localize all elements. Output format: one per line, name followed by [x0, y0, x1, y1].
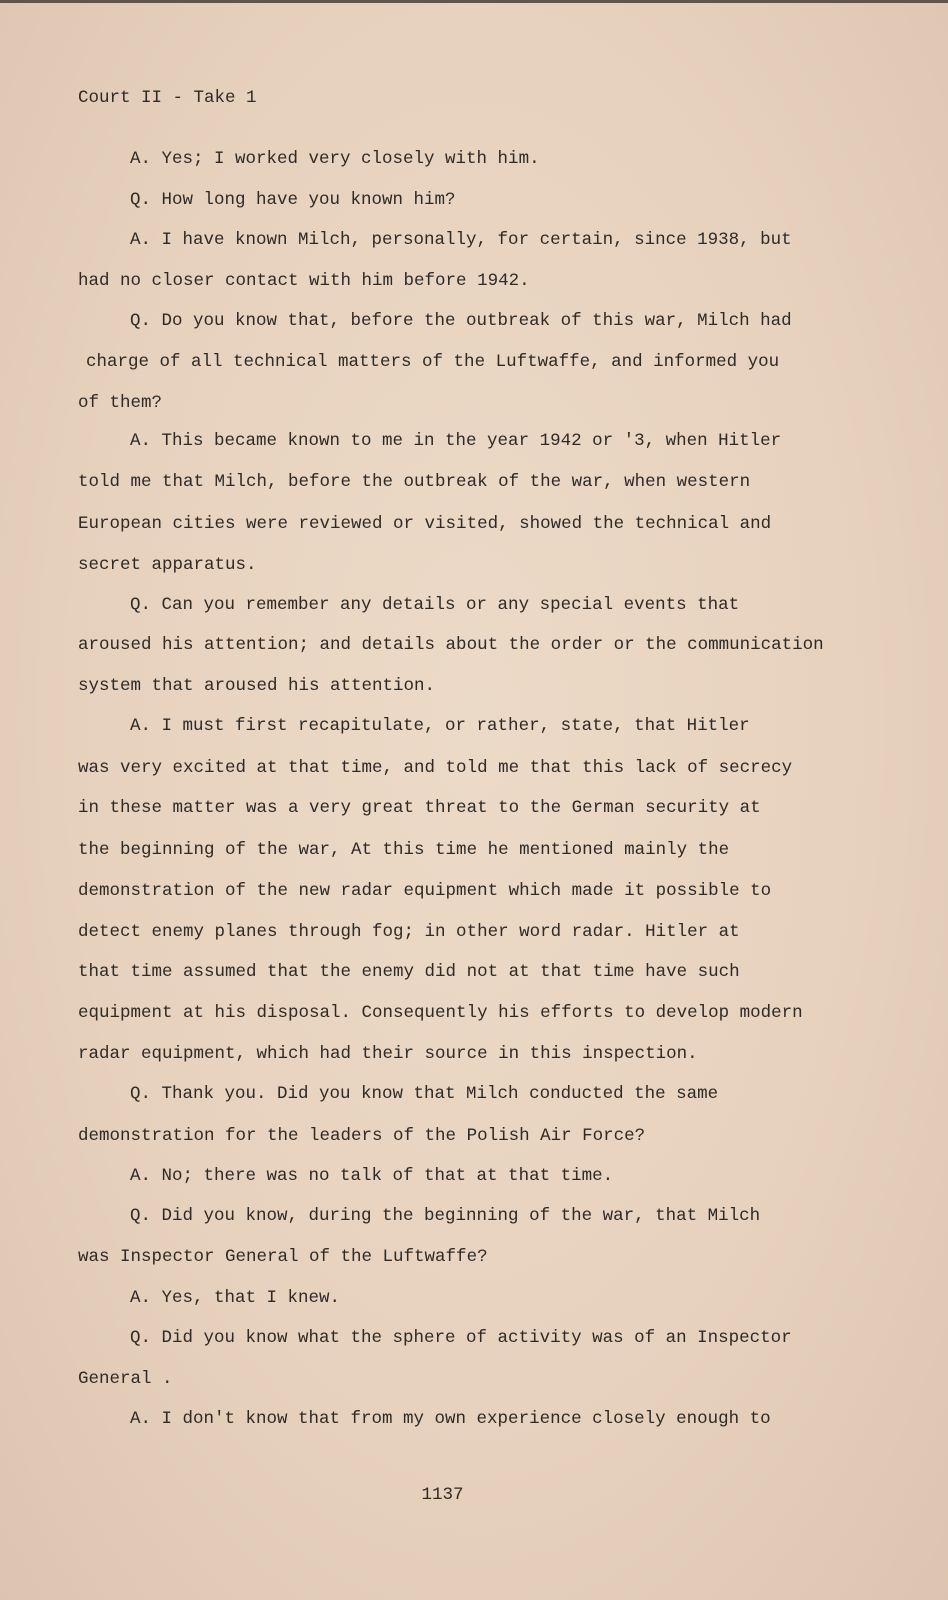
transcript-line: Q. Did you know what the sphere of activity was of an Inspector [130, 1328, 792, 1348]
transcript-line: A. Yes; I worked very closely with him. [130, 149, 540, 169]
transcript-line: was Inspector General of the Luftwaffe? [78, 1247, 488, 1267]
transcript-line: Q. How long have you known him? [130, 190, 456, 210]
transcript-line: A. I must first recapitulate, or rather, state, that Hitler [130, 716, 750, 736]
transcript-line: told me that Milch, before the outbreak of the war, when western [78, 472, 751, 492]
transcript-line: radar equipment, which had their source in this inspection. [78, 1044, 698, 1064]
transcript-line: aroused his attention; and details about the order or the communication [78, 635, 824, 655]
transcript-line: A. This became known to me in the year 1942 or '3, when Hitler [130, 431, 782, 451]
transcript-line: demonstration of the new radar equipment which made it possible to [78, 881, 772, 901]
transcript-line: A. Yes, that I knew. [130, 1288, 341, 1308]
transcript-line: had no closer contact with him before 1942. [78, 271, 530, 291]
transcript-line: the beginning of the war, At this time he mentioned mainly the [78, 840, 730, 860]
transcript-line: A. I have known Milch, personally, for certain, since 1938, but [130, 230, 792, 250]
transcript-line: A. No; there was no talk of that at that time. [130, 1166, 614, 1186]
transcript-line: Q. Can you remember any details or any special events that [130, 595, 740, 615]
page-number: 1137 [421, 1485, 464, 1505]
transcript-line: General . [78, 1369, 173, 1389]
transcript-line: was very excited at that time, and told me that this lack of secrecy [78, 758, 793, 778]
page-header: Court II - Take 1 [78, 88, 257, 108]
transcript-line: that time assumed that the enemy did not at that time have such [78, 962, 740, 982]
transcript-line: in these matter was a very great threat to the German security at [78, 798, 761, 818]
transcript-line: Q. Thank you. Did you know that Milch conducted the same [130, 1084, 719, 1104]
transcript-line: system that aroused his attention. [78, 676, 436, 696]
transcript-line: Q. Did you know, during the beginning of the war, that Milch [130, 1206, 761, 1226]
transcript-line: of them? [78, 393, 163, 413]
transcript-line: Q. Do you know that, before the outbreak of this war, Milch had [130, 311, 792, 331]
transcript-line: A. I don't know that from my own experience closely enough to [130, 1409, 771, 1429]
transcript-line: European cities were reviewed or visited, showed the technical and [78, 514, 772, 534]
transcript-line: equipment at his disposal. Consequently his efforts to develop modern [78, 1003, 803, 1023]
transcript-line: detect enemy planes through fog; in other word radar. Hitler at [78, 922, 740, 942]
transcript-line: secret apparatus. [78, 555, 257, 575]
transcript-line: demonstration for the leaders of the Polish Air Force? [78, 1126, 646, 1146]
transcript-line: charge of all technical matters of the Luftwaffe, and informed you [86, 352, 780, 372]
